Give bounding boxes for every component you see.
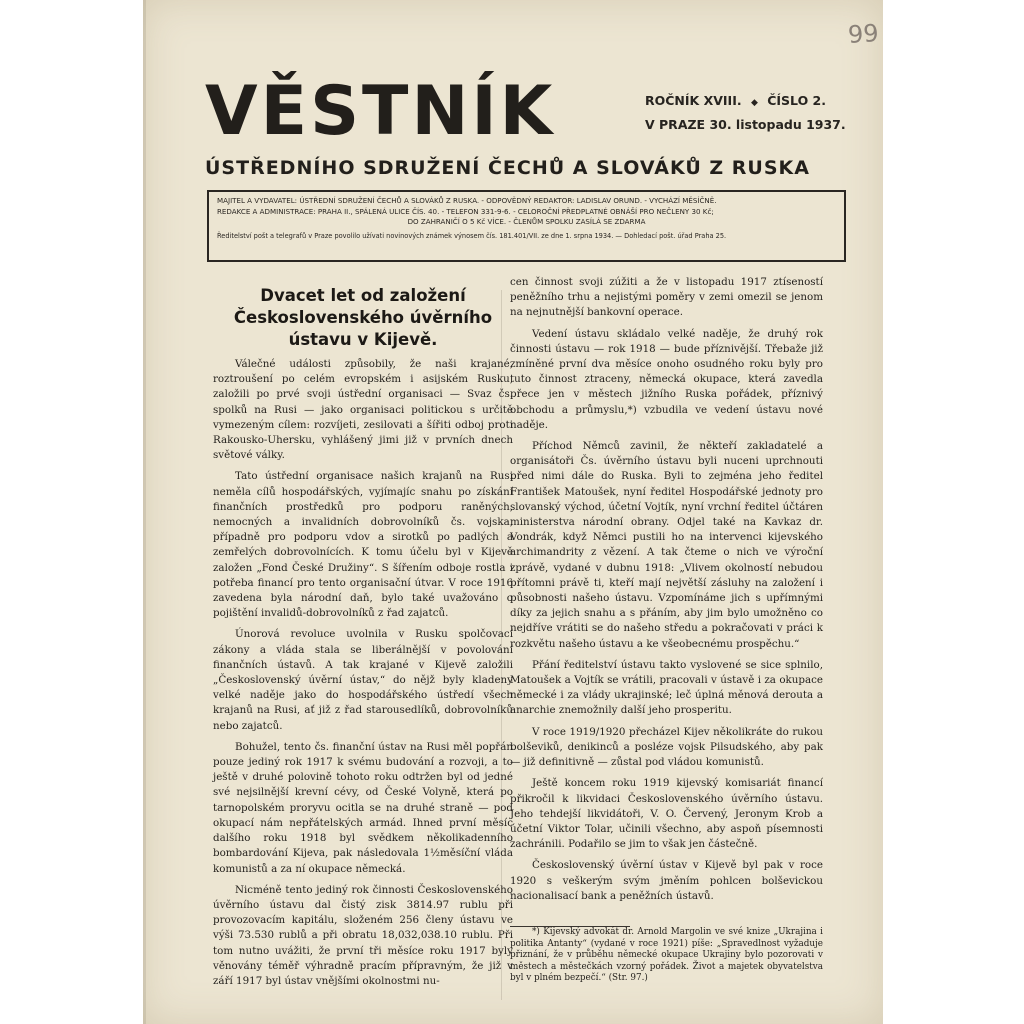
paragraph: Tato ústřední organisace našich krajanů na Rusi neměla cílů hospodářských, vyjímajíc snahu po získání finančních prostředků pro podporu raněných, nemocných a invalidních dobrovolníků čs. vojska, případně pro podporu vdov a sirotků po padlých a zemřelých dobrovolnících. K tomu účelu byl v Kijevě založen „Fond České Družiny“. S šířením odboje rostla i potřeba financí pro tento organisační útvar. V roce 1916 zavedena byla národní daň, bylo také uvažováno o pojištění invalidů-dobrovolníků z řad zajatců.	[213, 470, 513, 620]
paragraph: Únorová revoluce uvolnila v Rusku spolčovací zákony a vláda stala se liberálnější v povolování finančních ústavů. A tak krajané v Kijevě založili „Československý úvěrní ústav,“ do nějž byly kladeny velké naděje jako do hospodářského ústředí všech krajanů na Rusi, ať již z řad starousedlíků, dobrovolníků nebo zajatců.	[213, 628, 513, 732]
separator-diamond-icon: ◆	[750, 98, 758, 108]
paragraph: Vedení ústavu skládalo velké naděje, že druhý rok činnosti ústavu — rok 1918 — bude příznivější. Třebaže již zmíněné první dva měsíce onoho osudného roku byly pro tuto činnost ztraceny, německá okupace, která zavedla přece jen v městech jižního Ruska pořádek, příznivý obchodu a průmyslu,*) vzbudila ve vedení ústavu nové naděje.	[510, 327, 823, 431]
masthead-title: VĚSTNÍK	[205, 72, 556, 151]
paragraph: Příchod Němců zavinil, že někteří zakladatelé a organisátoři Čs. úvěrního ústavu byli nuceni uprchnouti před nimi dále do Ruska. Byli to zejména jeho ředitel František Matoušek, nyní ředitel Hospodářské jednoty pro slovanský východ, účetní Vojtík, nyní vrchní ředitel účtáren ministerstva národní obrany. Odjel také na Kavkaz dr. Vondrák, když Němci pustili ho na intervenci kijevského archimandrity z vězení. A tak čteme o nich ve výroční zprávě, vydané v dubnu 1918: „Vlivem okolností nebudou přítomni právě ti, kteří mají největší zásluhy na založení i působnosti našeho ústavu. Vzpomínáme jich s upřímnými díky za jejich snahu a s přáním, aby jim bylo umožněno co nejdříve vrátiti se do našeho středu a pokračovati v práci k rozkvětu našeho ústavu a ke všeobecnému prospěchu.“	[510, 440, 823, 650]
imprint-line-2: REDAKCE A ADMINISTRACE: PRAHA II., SPÁLENÁ ULICE ČÍS. 40. - TELEFON 331-9-6. - CELOROČNÍ PŘEDPLATNÉ OBNÁŠÍ PRO NEČLENY 30 Kč;	[217, 206, 714, 216]
paragraph: Bohužel, tento čs. finanční ústav na Rusi měl popřán pouze jediný rok 1917 k svému budování a rozvoji, a to ještě v druhé polovině tohoto roku odtržen byl od jedné své nejsilnější krevní cévy, od České Volyně, která po tarnopolském proryvu ocitla se na druhé straně — pod okupací nám nepřátelských armád. Ihned první měsíc dalšího roku 1918 byl svědkem několikadenního bombardování Kijeva, pak následovala 1½měsíční vláda komunistů a za ní okupace německá.	[213, 740, 513, 875]
issue-number: ČÍSLO 2.	[767, 93, 827, 108]
paragraph: Přání ředitelství ústavu takto vyslovené se sice splnilo, Matoušek a Vojtík se vrátili, pracovali v ústavě i za okupace německé i za vlády ukrajinské; leč úplná měnová derouta a anarchie znemožnily další jeho prosperitu.	[510, 658, 823, 717]
page-edge-shadow	[143, 0, 146, 1024]
paragraph: Ještě koncem roku 1919 kijevský komisariát financí přikročil k likvidaci Československého úvěrního ústavu. Jeho tehdejší likvidátoři, V. O. Červený, Jeronym Krob a účetní Viktor Tolar, učinili všechno, aby aspoň písemnosti zachránili. Podařilo se jim to však jen částečně.	[510, 777, 823, 851]
handwritten-note: 99	[847, 18, 880, 50]
masthead-subtitle: ÚSTŘEDNÍHO SDRUŽENÍ ČECHŮ A SLOVÁKŮ Z RUSKA	[205, 157, 810, 179]
footnote: *) Kijevský advokát dr. Arnold Margolin ve své knize „Ukrajina i politika Antanty“ (vydané v roce 1921) píše: „Spravedlnost vyžaduje přiznání, že v průběhu německé okupace Ukrajiny bylo pozorovati v městech a městečkách vzorný pořádek. Život a majetek obyvatelstva byl v plném bezpečí.“ (Str. 97.)	[510, 926, 823, 984]
imprint-line-4: Ředitelství pošt a telegrafů v Praze povolilo užívati novinových známek výnosem čís. 181.401/VII. ze dne 1. srpna 1934. — Dohledací pošt. úřad Praha 25.	[217, 231, 727, 240]
paragraph: cen činnost svoji zúžiti a že v listopadu 1917 ztíseností peněžního trhu a nejistými poměry v zemi omezil se jenom na nejnutnější bankovní operace.	[510, 276, 823, 319]
volume-label: ROČNÍK XVIII.	[645, 93, 742, 108]
imprint-line-3: DO ZAHRANIČÍ O 5 Kč VÍCE. - ČLENŮM SPOLKU ZASÍLÁ SE ZDARMA	[407, 217, 646, 226]
paragraph: Nicméně tento jediný rok činnosti Československého úvěrního ústavu dal čistý zisk 3814.97 rublu při provozovacím kapitálu, složeném 256 členy ústavu ve výši 73.530 rublů a při obratu 18,032,038.10 rublu. Při tom nutno uvážiti, že první tři měsíce roku 1917 byly věnovány téměř výhradně pracím přípravným, že již v září 1917 byl ústav vnějšími okolnostmi nu-	[213, 883, 513, 987]
issue-info	[645, 90, 846, 135]
imprint-line-1: MAJITEL A VYDAVATEL: ÚSTŘEDNÍ SDRUŽENÍ ČECHŮ A SLOVÁKŮ Z RUSKA. - ODPOVĚDNÝ REDAKTOR: LADISLAV ORUND. - VYCHÁZÍ MĚSÍČNĚ.	[217, 196, 717, 205]
paragraph: Válečné události způsobily, že naši krajané, roztroušení po celém evropském i asijském Rusku, založili po prvé svoji ústřední organisaci — Svaz čs. spolků na Rusi — jako organisaci politickou s určitě vymezeným cílem: rozvíjeti, zesilovati a šířiti odboj proti Rakousko-Uhersku, vyhlášený jimi již v prvních dnech světové války.	[213, 358, 513, 462]
imprint-box	[207, 190, 846, 262]
article-title: Dvacet let od založení Československého úvěrního ústavu v Kijevě.	[233, 286, 493, 349]
place-date: V PRAZE 30. listopadu 1937.	[645, 117, 846, 132]
newspaper-page	[143, 0, 883, 1024]
article-column-right	[510, 275, 823, 985]
article-column-left	[213, 285, 513, 989]
paragraph: V roce 1919/1920 přecházel Kijev několikráte do rukou bolševiků, denikinců a posléze vojsk Pilsudského, aby pak — již definitivně — zůstal pod vládou komunistů.	[510, 725, 823, 769]
paragraph: Československý úvěrní ústav v Kijevě byl pak v roce 1920 s veškerým svým jměním pohlcen bolševickou nacionalisací bank a peněžních ústavů.	[510, 859, 823, 902]
